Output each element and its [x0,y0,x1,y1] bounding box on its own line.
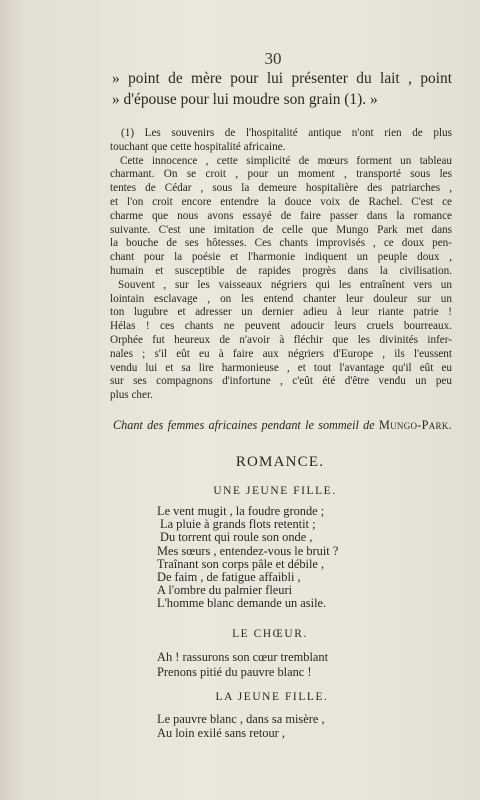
verse-line: Traînant son corps pâle et débile , [157,556,325,571]
footnote-line: Cette innocence , cette simplicité de mœurs forment un tableau [120,154,452,167]
page-number: 30 [264,49,282,68]
verse-line: La pluie à grands flots retentit ; [160,517,316,532]
footnote-line: plus cher. [110,389,153,402]
footnote-line: et l'on croit encore entendre la douce voix de Rachel. C'est ce [110,196,452,208]
verse-line: L'homme blanc demande un asile. [157,596,327,611]
verse-line: Le vent mugit , la foudre gronde ; [157,504,325,518]
speaker-heading: UNE JEUNE FILLE. [213,485,337,497]
verse-line: Mes sœurs , entendez-vous le bruit ? [157,543,339,558]
footnote-line: touchant que cette hospitalité africaine. [110,140,286,153]
footnote-line: vendu lui et sa lire harmonieuse , et tout l'avantage qu'il eût eu [110,361,452,374]
footnote-line: charme que nous avons essayé de faire passer dans la romance [110,209,452,222]
main-text-line: » d'épouse pour lui moudre son grain (1). » [112,91,378,108]
chorus-heading: LE CHŒUR. [232,628,308,640]
verse-line: Du torrent qui roule son onde , [160,530,313,545]
footnote-line: Hélas ! ces chants ne peuvent adoucir leurs cruels bourreaux. [110,320,452,333]
footnote-line: tentes de Cédar , sous la demeure hospitalière des patriarches , [110,182,452,195]
footnote-line: (1) Les souvenirs de l'hospitalité antique n'ont rien de plus [121,127,452,139]
verse-line: Ah ! rassurons son cœur tremblant [157,650,329,664]
footnote-line: nales ; s'il eût eu à faire aux négriers d'Europe , ils l'eussent [110,347,452,360]
poem-caption-name: Mungo-Park. [378,418,452,432]
main-text-line: » point de mère pour lui présenter du lait , point [112,70,452,87]
footnote-line: chant pour la poésie et l'harmonie indiquent un peuple doux , [110,251,452,264]
verse-line: Le pauvre blanc , dans sa misère , [157,712,325,726]
verse-line: Prenons pitié du pauvre blanc ! [157,665,312,679]
footnote-line: suivante. C'est une imitation de celle que Mungo Park met dans [110,223,452,236]
footnote-line: ton lugubre et adresser un dernier adieu à leur riante patrie ! [110,306,452,319]
verse-line: De faim , de fatigue affaibli , [157,570,301,584]
footnote-line: lointain esclavage , on les entend chanter leur douleur sur un [110,292,452,305]
poem-caption [113,417,452,433]
poem-caption-text: Chant des femmes africaines pendant le sommeil de [113,418,375,432]
verse-line: Au loin exilé sans retour , [157,726,286,740]
footnote-line: Souvent , sur les vaisseaux négriers qui les entraînent vers un [118,278,452,291]
footnote-line: la bouche de ses hôtesses. Ces chants improvisés , ce doux pen- [110,237,452,250]
verse-line: A l'ombre du palmier fleuri [157,583,293,598]
footnote-line: sur ses compagnons d'infortune , c'eût été d'être vendu un peu [110,375,452,388]
footnote-line: humain et susceptible de rapides progrès dans la civilisation. [110,265,452,277]
footnote-line: charmant. On se croit , pour un moment , transporté sous les [110,168,452,181]
footnote-line: Orphée fut heureux de n'avoir à fléchir que les divinités infer- [110,334,452,346]
romance-title: ROMANCE. [235,454,325,470]
speaker-heading: LA JEUNE FILLE. [215,691,329,703]
